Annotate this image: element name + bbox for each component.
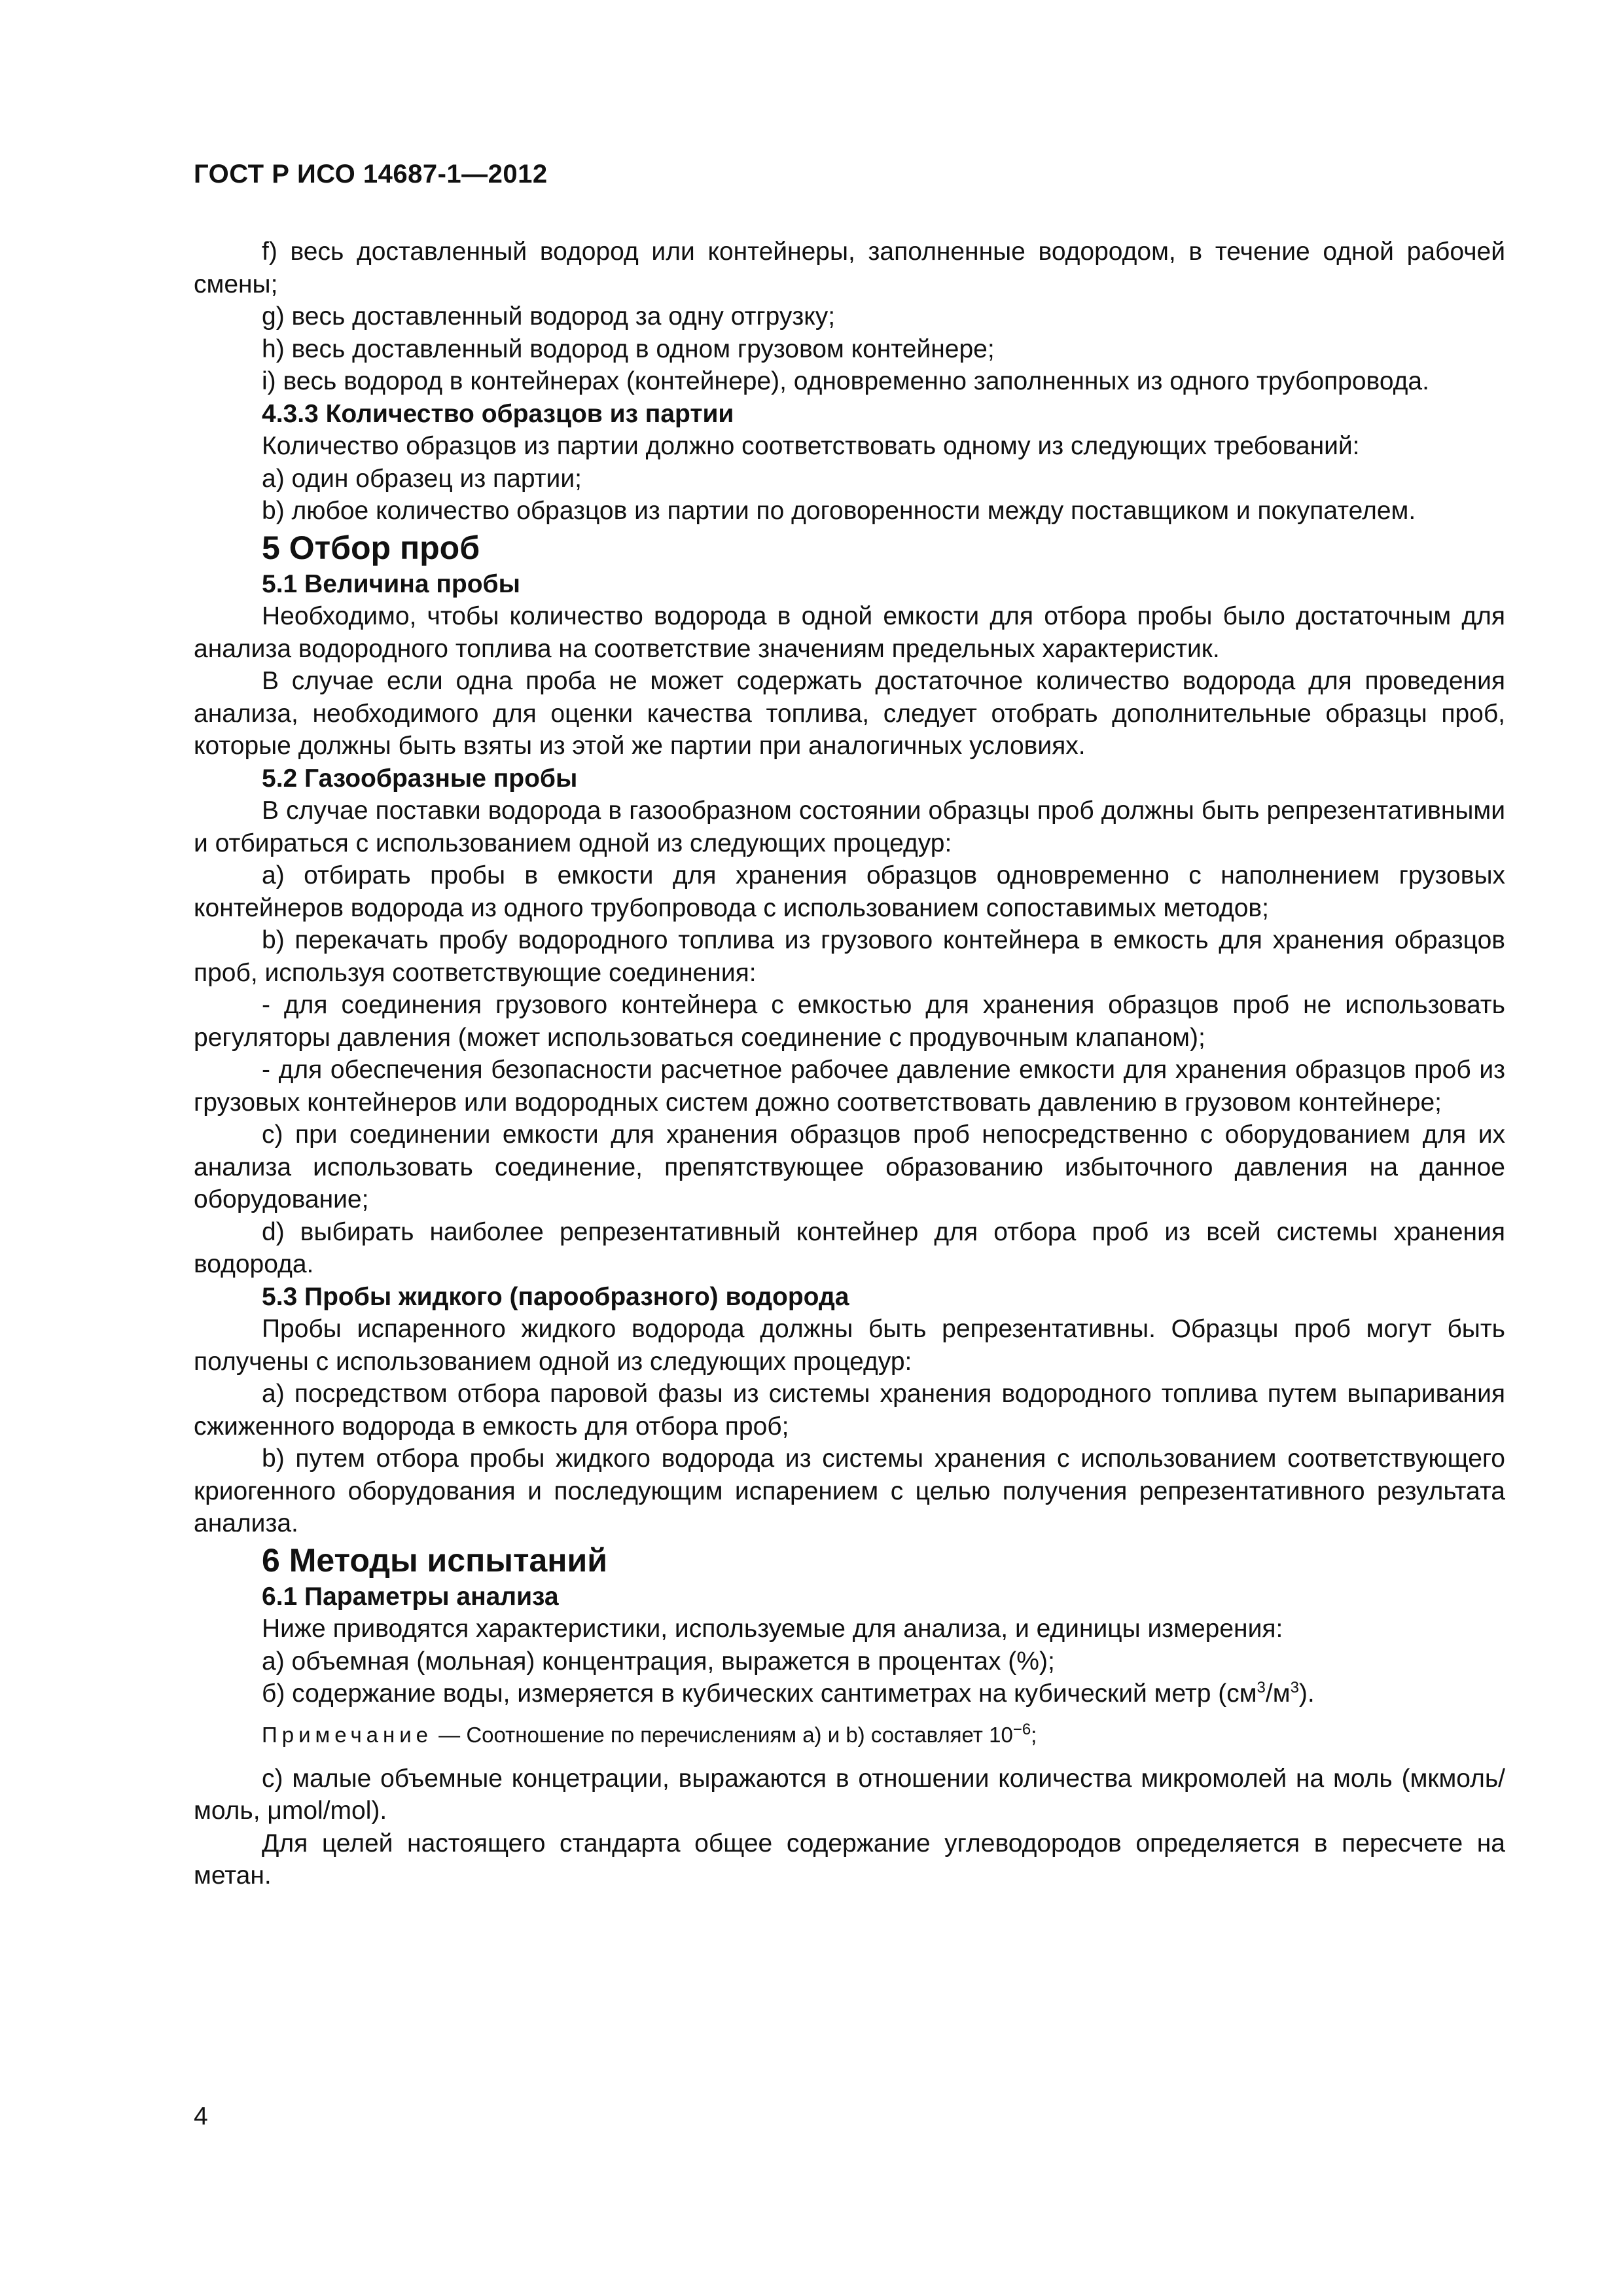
list-item-f: f) весь доставленный водород или контейнеры, заполненные водородом, в течение одной рабочей смены; (194, 238, 1505, 298)
section-5-2-paragraph-1: В случае поставки водорода в газообразном состоянии образцы проб должны быть репрезентативными и отбираться с использованием одной из следующих процедур: (194, 797, 1505, 857)
section-5-1-heading: 5.1 Величина пробы (262, 569, 520, 598)
note-exponent: −6 (1012, 1720, 1031, 1738)
item-b-end: ). (1298, 1679, 1315, 1708)
note-end: ; (1031, 1722, 1037, 1747)
section-5-3-heading: 5.3 Пробы жидкого (парообразного) водорода (262, 1282, 849, 1311)
section-5-2-heading: 5.2 Газообразные пробы (262, 764, 578, 793)
list-item-h: h) весь доставленный водород в одном грузовом контейнере; (262, 334, 995, 363)
section-6-1-item-a: a) объемная (мольная) концентрация, выражется в процентах (%); (262, 1647, 1055, 1676)
section-4-3-3-item-b: b) любое количество образцов из партии по договоренности между поставщиком и покупателем. (262, 497, 1416, 525)
section-6-1-paragraph-1: Ниже приводятся характеристики, используемые для анализа, и единицы измерения: (262, 1615, 1283, 1643)
document-body (194, 236, 1505, 1892)
section-5-heading: 5 Отбор проб (262, 529, 480, 566)
list-item-i: i) весь водород в контейнерах (контейнере), одновременно заполненных из одного трубопровода. (262, 367, 1429, 395)
section-6-1-item-b (194, 1677, 1505, 1710)
cubic-superscript-1: 3 (1257, 1679, 1266, 1696)
note-label: Примечание (262, 1722, 433, 1747)
section-5-3-item-b: b) путем отбора пробы жидкого водорода из системы хранения с использованием соответствующего криогенного оборудования и последующим испарением с целью получения репрезентативного результата анализа. (194, 1444, 1505, 1537)
section-4-3-3-item-a: a) один образец из партии; (262, 464, 582, 493)
section-5-2-item-d: d) выбирать наиболее репрезентативный контейнер для отбора проб из всей системы хранения водорода. (194, 1217, 1505, 1278)
section-6-1-item-c: c) малые объемные концетрации, выражаются в отношении количества микромолей на моль (мкмоль/моль, μmol/mol). (194, 1764, 1505, 1825)
cubic-superscript-2: 3 (1290, 1679, 1299, 1696)
section-6-1-heading: 6.1 Параметры анализа (262, 1582, 559, 1611)
item-b-mid: /м (1265, 1679, 1291, 1708)
note-text: — Соотношение по перечислениям а) и b) составляет 10 (433, 1722, 1013, 1747)
section-5-2-item-c: c) при соединении емкости для хранения образцов проб непосредственно с оборудованием для их анализа использовать соединение, препятствующее образованию избыточного давления на данное оборудование; (194, 1121, 1505, 1213)
section-5-1-paragraph-1: Необходимо, чтобы количество водорода в одной емкости для отбора пробы было достаточным для анализа водородного топлива на соответствие значениям предельных характеристик. (194, 602, 1505, 663)
page-number: 4 (194, 2102, 208, 2130)
item-b-text: б) содержание воды, измеряется в кубических сантиметрах на кубический метр (см (262, 1679, 1257, 1708)
section-5-2-item-a: a) отбирать пробы в емкости для хранения образцов одновременно с наполнением грузовых контейнеров водорода из одного трубопровода с использованием сопоставимых методов; (194, 861, 1505, 922)
note (194, 1721, 1505, 1749)
section-5-2-item-b-dash-1: - для соединения грузового контейнера с емкостью для хранения образцов проб не использовать регуляторы давления (может использоваться соединение с продувочным клапаном); (194, 991, 1505, 1052)
section-5-2-item-b: b) перекачать пробу водородного топлива из грузового контейнера в емкость для хранения образцов проб, используя соответствующие соединения: (194, 926, 1505, 987)
section-4-3-3-intro: Количество образцов из партии должно соответствовать одному из следующих требований: (262, 432, 1360, 460)
section-5-3-paragraph-1: Пробы испаренного жидкого водорода должны быть репрезентативны. Образцы проб могут быть получены с использованием одной из следующих процедур: (194, 1315, 1505, 1376)
section-4-3-3-heading: 4.3.3 Количество образцов из партии (262, 399, 734, 428)
standard-title: ГОСТ Р ИСО 14687-1—2012 (194, 160, 548, 188)
list-item-g: g) весь доставленный водород за одну отгрузку; (262, 302, 836, 331)
section-5-1-paragraph-2: В случае если одна проба не может содержать достаточное количество водорода для проведения анализа, необходимого для оценки качества топлива, следует отобрать дополнительные образцы проб, которые должны быть взяты из этой же партии при аналогичных условиях. (194, 667, 1505, 760)
section-6-heading: 6 Методы испытаний (262, 1541, 607, 1579)
section-5-3-item-a: a) посредством отбора паровой фазы из системы хранения водородного топлива путем выпаривания сжиженного водорода в емкость для отбора проб; (194, 1380, 1505, 1441)
section-5-2-item-b-dash-2: - для обеспечения безопасности расчетное рабочее давление емкости для хранения образцов проб из грузовых контейнеров или водородных систем дожно соответствовать давлению в грузовом контейнере; (194, 1056, 1505, 1117)
section-6-1-final-paragraph: Для целей настоящего стандарта общее содержание углеводородов определяется в пересчете на метан. (194, 1829, 1505, 1890)
